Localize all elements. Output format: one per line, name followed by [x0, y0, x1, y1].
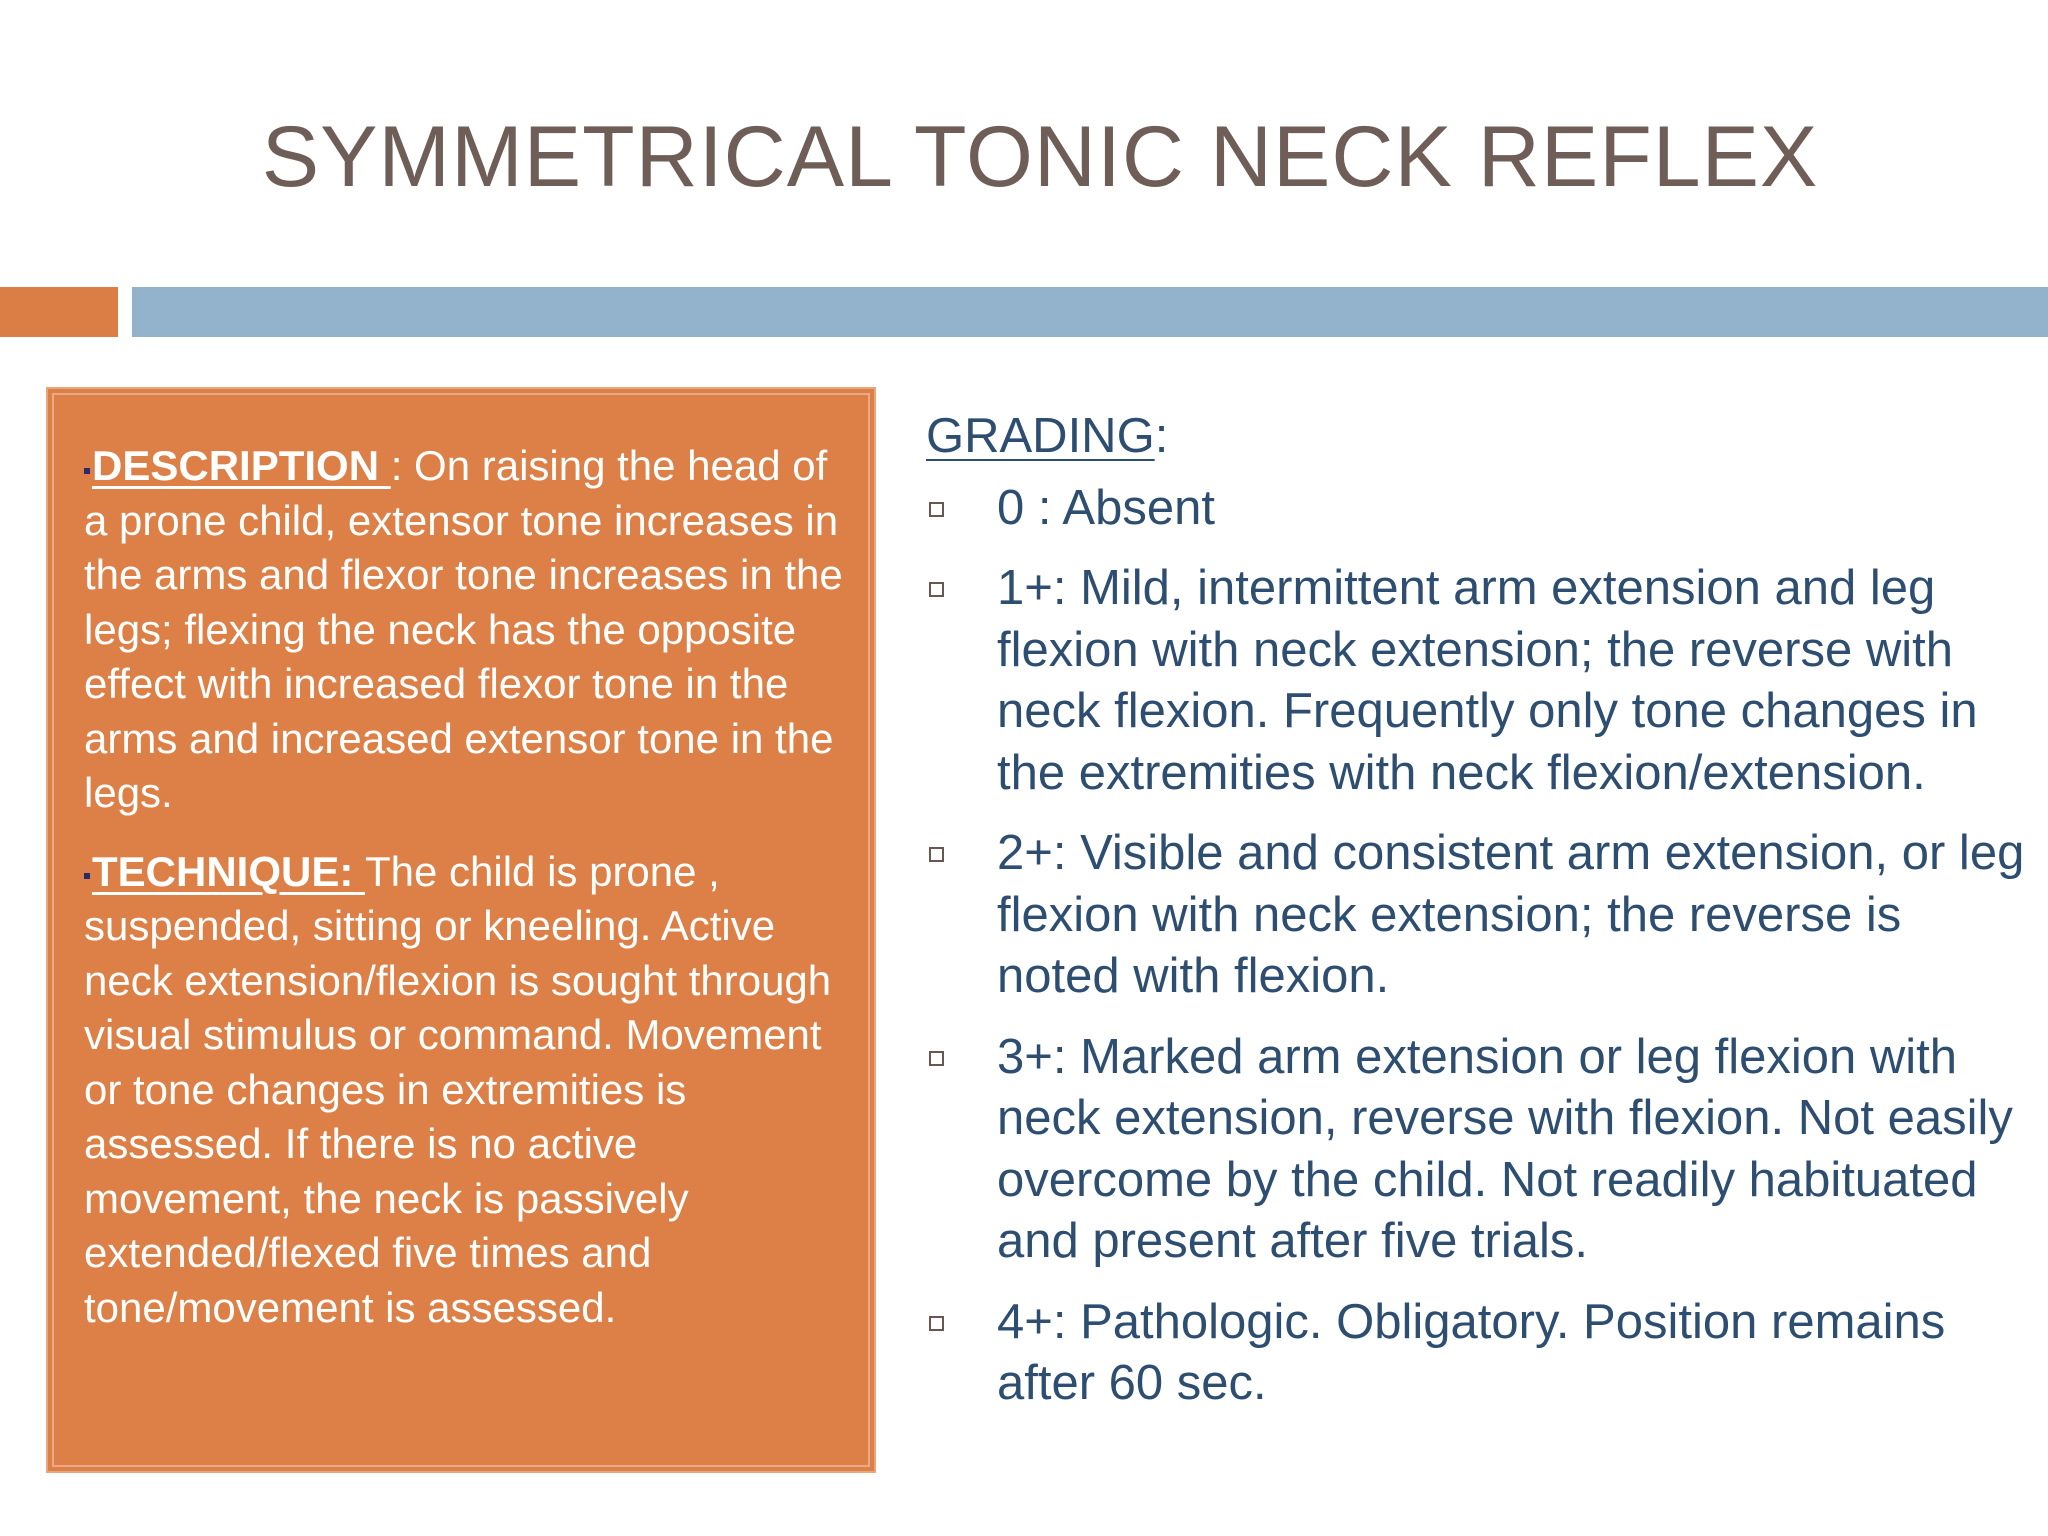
grading-item-4: [926, 1292, 2026, 1415]
description-panel: [46, 387, 876, 1473]
grading-item-text: 1+: Mild, intermittent arm extension and leg flexion with neck extension; the reverse with neck flexion. Frequently only tone changes in the extremities with neck flexion/extension.: [997, 561, 1978, 800]
technique-label: TECHNIQUE:: [92, 847, 365, 895]
slide-title: SYMMETRICAL TONIC NECK REFLEX: [261, 109, 1819, 205]
grading-item-text: 2+: Visible and consistent arm extension, or leg flexion with neck extension; the reverse is noted with flexion.: [997, 826, 2025, 1003]
grading-item-0: [926, 478, 2026, 540]
description-paragraph: [84, 439, 854, 821]
checkbox-bullet-icon: [929, 1051, 944, 1066]
technique-paragraph: [84, 845, 854, 1336]
grading-list: [926, 478, 2026, 1415]
description-panel-text: [84, 439, 854, 1335]
grading-item-1: [926, 558, 2026, 804]
grading-colon: :: [1154, 409, 1169, 463]
checkbox-bullet-icon: [929, 1316, 944, 1331]
square-bullet-icon: [84, 468, 90, 474]
checkbox-bullet-icon: [929, 582, 944, 597]
description-label: DESCRIPTION: [92, 442, 391, 489]
description-text: : On raising the head of a prone child, extensor tone increases in the arms and flexor tone increases in the legs; flexing the neck has the opposite effect with increased flexor tone in the arms and increased extensor tone in the legs.: [84, 442, 843, 816]
grading-item-text: 4+: Pathologic. Obligatory. Position remains after 60 sec.: [997, 1294, 1946, 1410]
grading-item-3: [926, 1027, 2026, 1273]
grading-item-2: [926, 823, 2026, 1008]
square-bullet-icon: [84, 873, 90, 879]
checkbox-bullet-icon: [929, 502, 944, 517]
grading-item-text: 0 : Absent: [997, 480, 1215, 535]
grading-item-text: 3+: Marked arm extension or leg flexion with neck extension, reverse with flexion. Not easily overcome by the child. Not readily habituated and present after five trials.: [997, 1029, 2013, 1268]
technique-text: The child is prone , suspended, sitting or kneeling. Active neck extension/flexion is sought through visual stimulus or command. Movement or tone changes in extremities is assessed. If there is no active movement, the neck is passively extended/flexed five times and tone/movement is assessed.: [84, 847, 832, 1331]
grading-section: [926, 406, 2026, 1434]
accent-bar-blue: [132, 287, 2048, 337]
grading-heading: [926, 406, 2026, 468]
checkbox-bullet-icon: [929, 847, 944, 862]
grading-label: GRADING: [926, 409, 1155, 463]
accent-bar-orange: [0, 287, 118, 337]
